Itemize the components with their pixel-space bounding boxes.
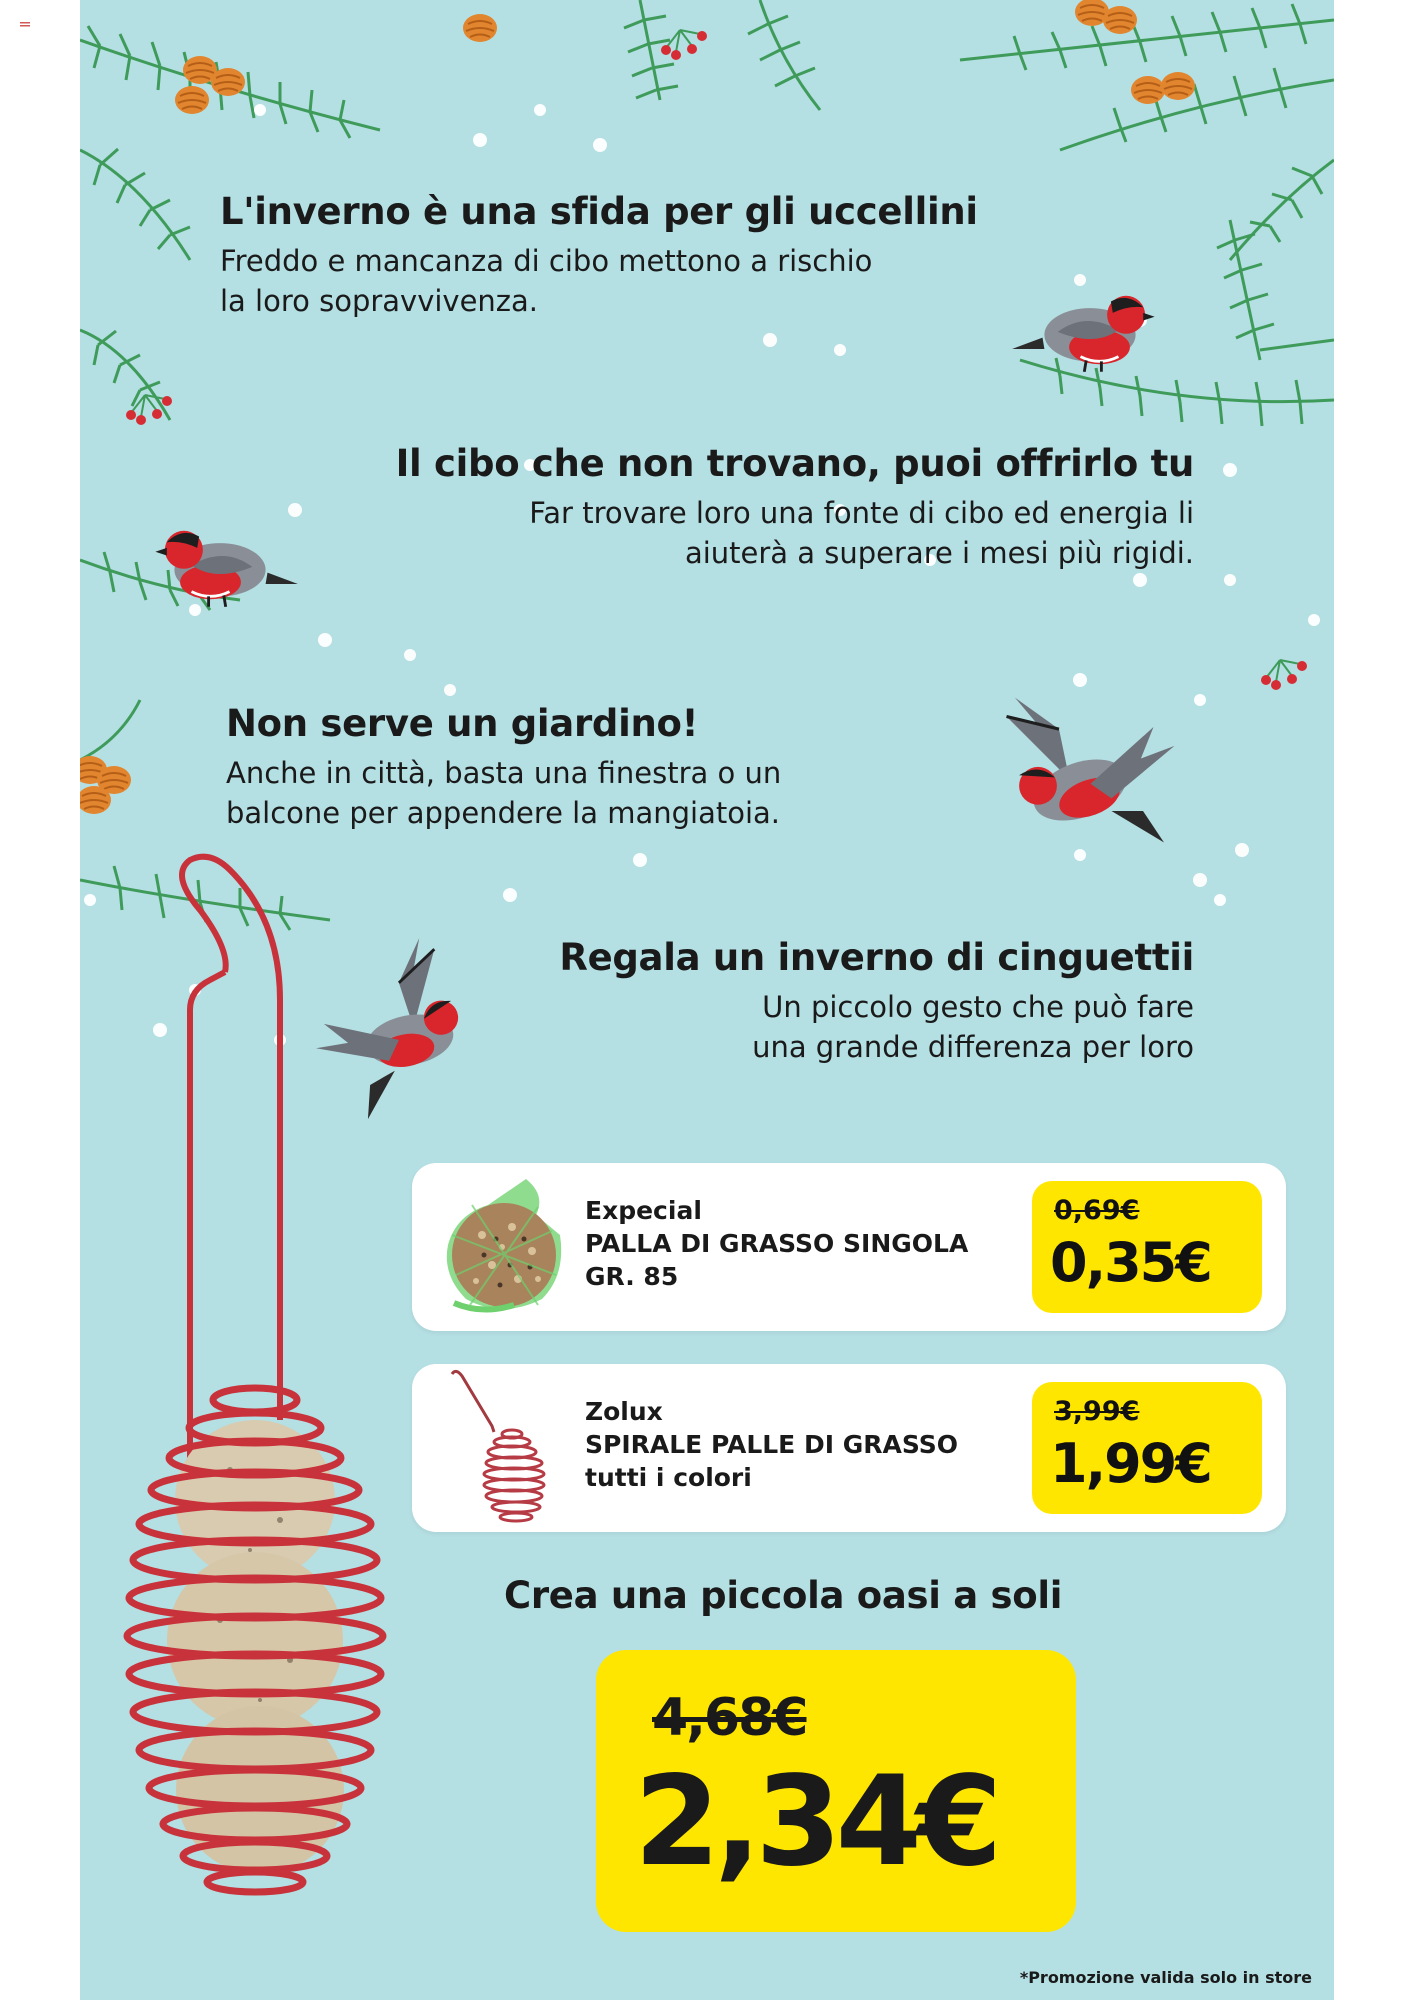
bullfinch-icon — [294, 934, 491, 1124]
section-text-line: una grande differenza per loro — [752, 1030, 1194, 1064]
product-info — [585, 1395, 958, 1494]
fat-ball-icon — [442, 1175, 566, 1319]
section-text-line: Far trovare loro una fonte di cibo ed energia li — [529, 496, 1194, 530]
product-detail: GR. 85 — [585, 1262, 679, 1291]
pine-cone-icon — [80, 0, 1195, 814]
price-badge — [1032, 1181, 1262, 1313]
red-berry-icon — [126, 30, 1307, 690]
old-price: 0,69€ — [1054, 1195, 1140, 1226]
price-badge — [1032, 1382, 1262, 1514]
product-brand: Zolux — [585, 1397, 663, 1426]
section-winter-challenge — [220, 190, 978, 321]
product-name: PALLA DI GRASSO SINGOLA — [585, 1229, 969, 1258]
section-text-line: Freddo e mancanza di cibo mettono a rischio — [220, 244, 873, 278]
section-text-line: la loro sopravvivenza. — [220, 284, 539, 318]
old-price: 3,99€ — [1054, 1396, 1140, 1427]
bullfinch-icon — [1007, 698, 1175, 843]
section-no-garden — [226, 702, 781, 833]
bullfinch-icon — [1012, 296, 1155, 372]
product-card[interactable] — [412, 1364, 1286, 1532]
section-text-line: Un piccolo gesto che può fare — [762, 990, 1194, 1024]
section-text — [559, 987, 1194, 1067]
section-text — [226, 753, 781, 833]
section-text — [396, 493, 1194, 573]
bundle-new-price: 2,34€ — [634, 1750, 997, 1894]
section-gift-winter — [559, 936, 1194, 1067]
new-price: 0,35€ — [1050, 1231, 1211, 1294]
section-text-line: balcone per appendere la mangiatoia. — [226, 796, 781, 830]
section-offer-food — [396, 442, 1194, 573]
spiral-feeder-icon — [127, 857, 383, 1892]
flyer-page — [80, 0, 1334, 2000]
section-text — [220, 241, 978, 321]
product-brand: Expecial — [585, 1196, 702, 1225]
section-text-line: Anche in città, basta una finestra o un — [226, 756, 782, 790]
corner-mark-icon — [20, 22, 30, 28]
section-title: L'inverno è una sfida per gli uccellini — [220, 190, 978, 233]
spiral-feeder-icon — [442, 1368, 562, 1528]
section-text-line: aiuterà a superare i mesi più rigidi. — [684, 536, 1194, 570]
bundle-old-price: 4,68€ — [652, 1688, 807, 1748]
new-price: 1,99€ — [1050, 1432, 1211, 1495]
bullfinch-icon — [155, 531, 298, 607]
product-name: SPIRALE PALLE DI GRASSO — [585, 1430, 958, 1459]
section-title: Il cibo che non trovano, puoi offrirlo tu — [395, 442, 1194, 485]
product-info — [585, 1194, 968, 1293]
bundle-headline: Crea una piccola oasi a soli — [504, 1574, 1063, 1617]
product-card[interactable] — [412, 1163, 1286, 1331]
section-title: Regala un inverno di cinguettii — [559, 936, 1194, 979]
section-title: Non serve un giardino! — [226, 702, 699, 745]
product-detail: tutti i colori — [585, 1463, 752, 1492]
bundle-price-badge — [596, 1650, 1076, 1932]
footnote: *Promozione valida solo in store — [1019, 1968, 1312, 1987]
